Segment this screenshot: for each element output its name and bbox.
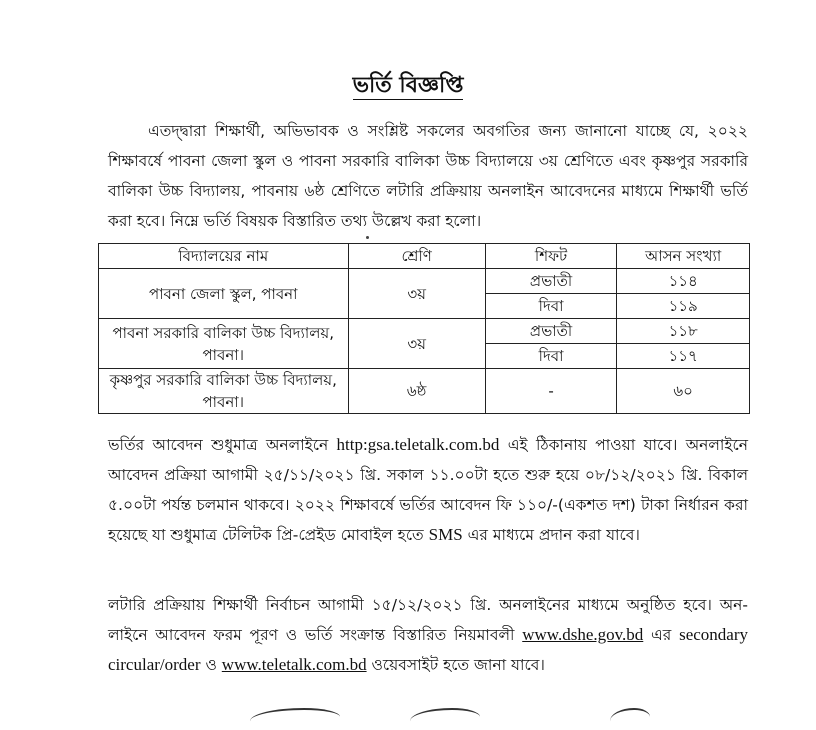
signature-stroke: [250, 708, 340, 730]
application-url: http:gsa.teletalk.com.bd: [336, 435, 500, 454]
header-class: শ্রেণি: [348, 244, 485, 269]
signature-stroke: [610, 708, 650, 730]
school-name: পাবনা জেলা স্কুল, পাবনা: [99, 269, 349, 319]
seats-cell: ১১৪: [617, 269, 750, 294]
admission-table: [98, 243, 750, 414]
school-class: ৬ষ্ঠ: [348, 369, 485, 414]
shift-cell: -: [485, 369, 617, 414]
school-name: পাবনা সরকারি বালিকা উচ্চ বিদ্যালয়, পাবনা।: [99, 319, 349, 369]
shift-cell: প্রভাতী: [485, 319, 617, 344]
school-class: ৩য়: [348, 269, 485, 319]
shift-cell: দিবা: [485, 294, 617, 319]
table-row: [99, 369, 750, 414]
notice-title: ভর্তি বিজ্ঞপ্তি: [352, 73, 464, 98]
shift-cell: প্রভাতী: [485, 269, 617, 294]
shift-cell: দিবা: [485, 344, 617, 369]
sms-text: SMS: [428, 525, 463, 544]
school-name: কৃষ্ণপুর সরকারি বালিকা উচ্চ বিদ্যালয়, পাবনা।: [99, 369, 349, 414]
table-row: [99, 269, 750, 294]
header-school-name: বিদ্যালয়ের নাম: [99, 244, 349, 269]
seats-cell: ১১৭: [617, 344, 750, 369]
seats-cell: ১১৮: [617, 319, 750, 344]
header-seats: আসন সংখ্যা: [617, 244, 750, 269]
secondary-circular-text: secondary circular/order: [108, 625, 748, 674]
seats-cell: ১১৯: [617, 294, 750, 319]
signature-stroke: [410, 708, 480, 730]
seats-cell: ৬০: [617, 369, 750, 414]
header-shift: শিফট: [485, 244, 617, 269]
dshe-link[interactable]: www.dshe.gov.bd: [522, 625, 644, 644]
application-paragraph: ভর্তির আবেদন শুধুমাত্র অনলাইনে http:gsa.teletalk.com.bd এই ঠিকানায় পাওয়া যাবে। অনলাইনে আবেদন প্রক্রিয়া আগামী ২৫/১১/২০২১ খ্রি. সকাল ১১.০০টা হতে শুরু হয়ে ০৮/১২/২০২১ খ্রি. বিকাল ৫.০০টা পর্যন্ত চলমান থাকবে। ২০২২ শিক্ষাবর্ষে ভর্তির আবেদন ফি ১১০/-(একশত দশ) টাকা নির্ধারন করা হয়েছে যা শুধুমাত্র টেলিটক প্রি-প্রেইড মোবাইল হতে SMS এর মাধ্যমে প্রদান করা যাবে।: [108, 435, 748, 544]
intro-paragraph: এতদ্দ্বারা শিক্ষার্থী, অভিভাবক ও সংশ্লিষ্ট সকলের অবগতির জন্য জানানো যাচ্ছে যে, ২০২২ শিক্ষাবর্ষে পাবনা জেলা স্কুল ও পাবনা সরকারি বালিকা উচ্চ বিদ্যালয়ে ৩য় শ্রেণিতে এবং কৃষ্ণপুর সরকারি বালিকা উচ্চ বিদ্যালয়, পাবনায় ৬ষ্ঠ শ্রেণিতে লটারি প্রক্রিয়ায় অনলাইন আবেদনের মাধ্যমে শিক্ষার্থী ভর্তি করা হবে। নিম্নে ভর্তি বিষয়ক বিস্তারিত তথ্য উল্লেখ করা হলো।: [108, 122, 748, 230]
lottery-paragraph: লটারি প্রক্রিয়ায় শিক্ষার্থী নির্বাচন আগামী ১৫/১২/২০২১ খ্রি. অনলাইনের মাধ্যমে অনুষ্ঠিত হবে। অন-লাইনে আবেদন ফরম পূরণ ও ভর্তি সংক্রান্ত বিস্তারিত নিয়মাবলী www.dshe.gov.bd এর secondary circular/order ও www.teletalk.com.bd ওয়েবসাইট হতে জানা যাবে।: [108, 596, 748, 674]
table-row: [99, 319, 750, 344]
school-class: ৩য়: [348, 319, 485, 369]
teletalk-link[interactable]: www.teletalk.com.bd: [221, 655, 367, 674]
stray-dot: [366, 236, 369, 239]
table-header-row: [99, 244, 750, 269]
